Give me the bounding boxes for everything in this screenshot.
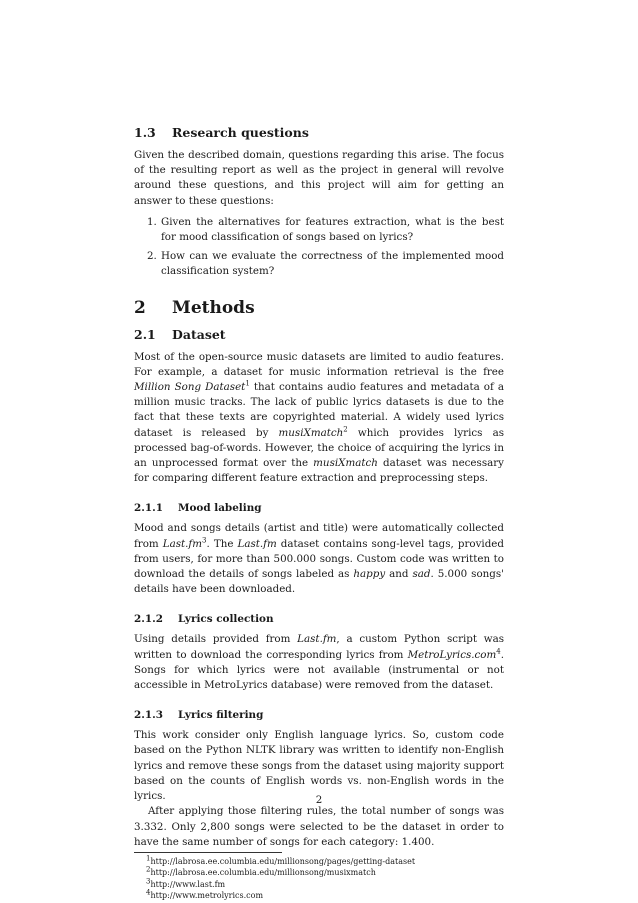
footnote-mark: 4 [146, 888, 151, 897]
subsubsection-heading-lyrics-filtering [134, 709, 504, 721]
text-run: . Songs for which lyrics were not available (instrumental or not accessible in MetroLyrics database) were removed from the dataset. [134, 648, 504, 692]
section-heading-methods [134, 298, 504, 318]
mood-labeling-paragraph [134, 521, 504, 597]
question-text: Given the alternatives for features extraction, what is the best for mood classification of songs based on lyrics? [161, 215, 504, 244]
source-name: Last.fm [237, 537, 277, 550]
text-run: , a custom Python script was written to download the corresponding lyrics from [134, 633, 505, 661]
footnote-rule [134, 852, 282, 853]
list-item [147, 249, 504, 279]
subsection-number: 1.3 [134, 125, 156, 140]
subsubsection-number: 2.1.3 [134, 709, 163, 722]
footnote-url: http://www.last.fm [150, 879, 226, 889]
footnote-url: http://labrosa.ee.columbia.edu/millionsong/pages/getting-dataset [150, 856, 416, 866]
footnote-mark: 3 [146, 877, 151, 886]
footnote [134, 879, 504, 891]
lyrics-filtering-paragraph: This work consider only English language lyrics. So, custom code based on the Python NLTK library was written to identify non-English lyrics and remove these songs from the dataset using majority support based on the counts of English words vs. non-English words in the lyrics. [134, 729, 504, 803]
label-term: sad [412, 568, 431, 581]
list-marker: 1. [147, 215, 157, 228]
question-text: How can we evaluate the correctness of the implemented mood classification system? [161, 250, 504, 278]
text-run: Mood and songs details (artist and title) were automatically collected from [134, 522, 504, 550]
lyrics-collection-paragraph [134, 632, 504, 693]
subsubsection-title: Lyrics filtering [178, 709, 264, 722]
subsection-title: Research questions [172, 125, 309, 140]
page-number: 2 [315, 794, 323, 806]
footnote-mark: 2 [146, 865, 151, 874]
source-name: Last.fm [162, 537, 203, 550]
subsubsection-title: Lyrics collection [178, 613, 274, 626]
page-body [134, 125, 504, 902]
subsubsection-heading-mood-labeling [134, 502, 504, 514]
text-run: Most of the open-source music datasets are limited to audio features. For example, a dataset for music information retrieval is the free [134, 350, 504, 378]
dataset-name: musiXmatch [278, 426, 344, 439]
source-name: MetroLyrics.com [407, 648, 497, 661]
text-run: Using details provided from [134, 633, 298, 646]
dataset-paragraph [134, 350, 504, 487]
research-questions-list [134, 215, 504, 280]
text-run: dataset contains song-level tags, provided from users, for more than 500.000 songs. Custom code was written to download the details of songs labeled as [134, 537, 504, 581]
footnote [134, 856, 504, 868]
footnote-mark: 1 [146, 854, 151, 863]
source-name: Last.fm [297, 633, 337, 646]
footnote-url: http://labrosa.ee.columbia.edu/millionsong/musixmatch [150, 868, 376, 878]
research-questions-intro: Given the described domain, questions regarding this arise. The focus of the resulting report as well as the project in general will revolve around these questions, and this project will aim for getting an answer to these questions: [134, 149, 504, 207]
subsection-number: 2.1 [134, 326, 156, 342]
subsubsection-title: Mood labeling [178, 502, 262, 515]
text-run: . The [206, 537, 238, 550]
section-number: 2 [134, 297, 146, 318]
text-run: dataset was necessary for comparing different feature extraction and preprocessing steps. [134, 457, 504, 485]
list-item [147, 215, 504, 245]
dataset-name: musiXmatch [313, 457, 378, 470]
subsubsection-number: 2.1.1 [134, 502, 163, 515]
footnotes [134, 856, 504, 902]
text-run: which provides lyrics as processed bag-of-words. However, the choice of acquiring the lyrics in an unprocessed format over the [134, 426, 504, 470]
footnote-ref: 4 [496, 647, 501, 656]
footnote [134, 867, 504, 879]
footnote-ref: 3 [202, 536, 207, 545]
subsubsection-heading-lyrics-collection [134, 613, 504, 625]
lyrics-filtering-paragraph-2: After applying those filtering rules, the total number of songs was 3.332. Only 2,800 songs were selected to be the dataset in order to have the same number of songs for each category: 1.400. [134, 805, 504, 848]
subsection-title: Dataset [172, 326, 226, 342]
footnote-ref: 2 [343, 425, 348, 434]
label-term: happy [353, 568, 386, 581]
list-marker: 2. [147, 250, 157, 263]
subsubsection-number: 2.1.2 [134, 613, 163, 626]
text-run: that contains audio features and metadata of a million music tracks. The lack of public lyrics datasets is due to the fact that these texts are copyrighted material. A widely used lyrics dataset is released by [134, 381, 504, 439]
footnote [134, 890, 504, 902]
subsection-heading-dataset [134, 327, 504, 342]
text-run: . 5.000 songs' details have been downloaded. [134, 568, 504, 596]
footnote-ref: 1 [245, 379, 250, 388]
text-run: and [385, 568, 413, 581]
subsection-heading-research-questions [134, 125, 504, 140]
footnote-url: http://www.metrolyrics.com [150, 891, 264, 901]
dataset-name: Million Song Dataset [134, 381, 246, 394]
section-title: Methods [172, 297, 255, 318]
